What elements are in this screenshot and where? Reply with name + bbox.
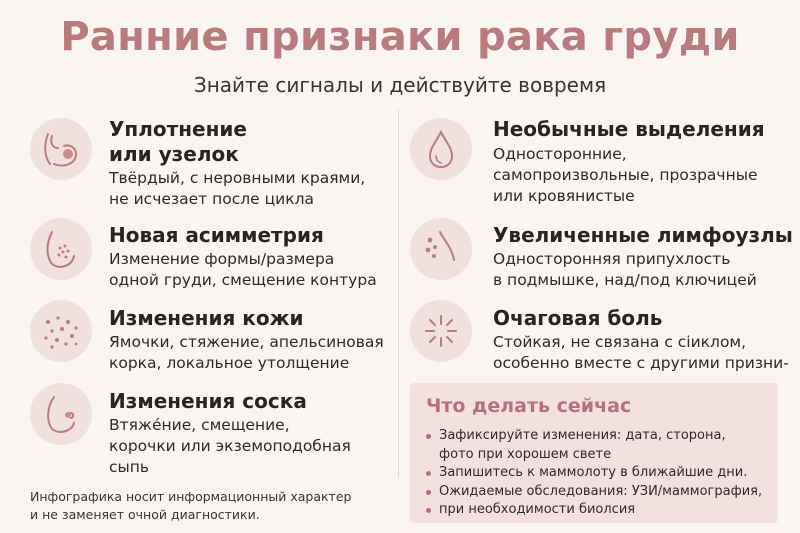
- sign-heading: Уплотнение: [109, 117, 247, 141]
- action-box: [410, 383, 778, 523]
- action-box-title: Что делать сейчас: [426, 395, 632, 417]
- column-divider: [398, 110, 399, 478]
- sign-heading: Новая асимметрия: [109, 223, 324, 247]
- sign-heading: Необычные выделения: [493, 117, 765, 141]
- drop-icon: [410, 118, 472, 180]
- sign-description: не исчезает после цикла: [109, 190, 315, 208]
- sign-description: корочки или экземоподобная: [109, 437, 351, 455]
- disclaimer-line: Инфографика носит информационный характер: [30, 489, 352, 504]
- sign-description: Втяжéние, смещение,: [109, 416, 290, 434]
- sign-heading: Изменения соска: [109, 389, 307, 413]
- pain-burst-icon: [410, 300, 472, 362]
- action-item: Запишитесь к маммолоту в ближайшие дни.: [426, 464, 762, 483]
- sign-description: сыпь: [109, 458, 150, 476]
- sign-description: особенно вместе с другими призни-: [493, 354, 789, 372]
- breast-asymmetry-icon: [30, 218, 92, 280]
- sign-description: в подмышке, над/под ключицей: [493, 271, 757, 289]
- sign-heading: Изменения кожи: [109, 306, 304, 330]
- sign-description: Твёрдый, с неровными краями,: [109, 169, 366, 187]
- sign-description: Односторонняя припухлость: [493, 250, 731, 268]
- page-title: Ранние признаки рака груди: [60, 14, 740, 60]
- page-subtitle: Знайте сигналы и действуйте вовремя: [193, 73, 607, 97]
- sign-heading: Очаговая боль: [493, 306, 663, 330]
- sign-description: одной груди, смещение контура: [109, 271, 377, 289]
- nipple-icon: [30, 383, 92, 445]
- disclaimer-line: и не заменяет очной диагностики.: [30, 507, 260, 522]
- action-item-continued: фото при хорошем свете: [439, 446, 612, 462]
- action-item: Зафиксируйте изменения: дата, сторона,: [426, 427, 762, 446]
- sign-description: Ямочки, стяжение, апельсиновая: [109, 333, 384, 351]
- breast-lump-icon: [30, 118, 92, 180]
- sign-description: Стойкая, не связана с сiиклом,: [493, 333, 747, 351]
- sign-description: корка, локальное утолщение: [109, 354, 350, 372]
- sign-description: или кровянистые: [493, 187, 635, 205]
- skin-dots-icon: [30, 300, 92, 362]
- action-item: при необходимости биолсия: [426, 501, 762, 520]
- disclaimer: [30, 488, 351, 524]
- lymph-nodes-icon: [410, 218, 472, 280]
- sign-description: Односторонние,: [493, 145, 627, 163]
- sign-heading: Увеличенные лимфоузлы: [493, 223, 793, 247]
- action-item: Ожидаемые обследования: УЗИ/маммография,: [426, 483, 762, 502]
- sign-description: Изменение формы/размера: [109, 250, 335, 268]
- action-list: [426, 427, 762, 520]
- sign-heading: или узелок: [109, 142, 239, 166]
- sign-description: самопроизвольные, прозрачные: [493, 166, 758, 184]
